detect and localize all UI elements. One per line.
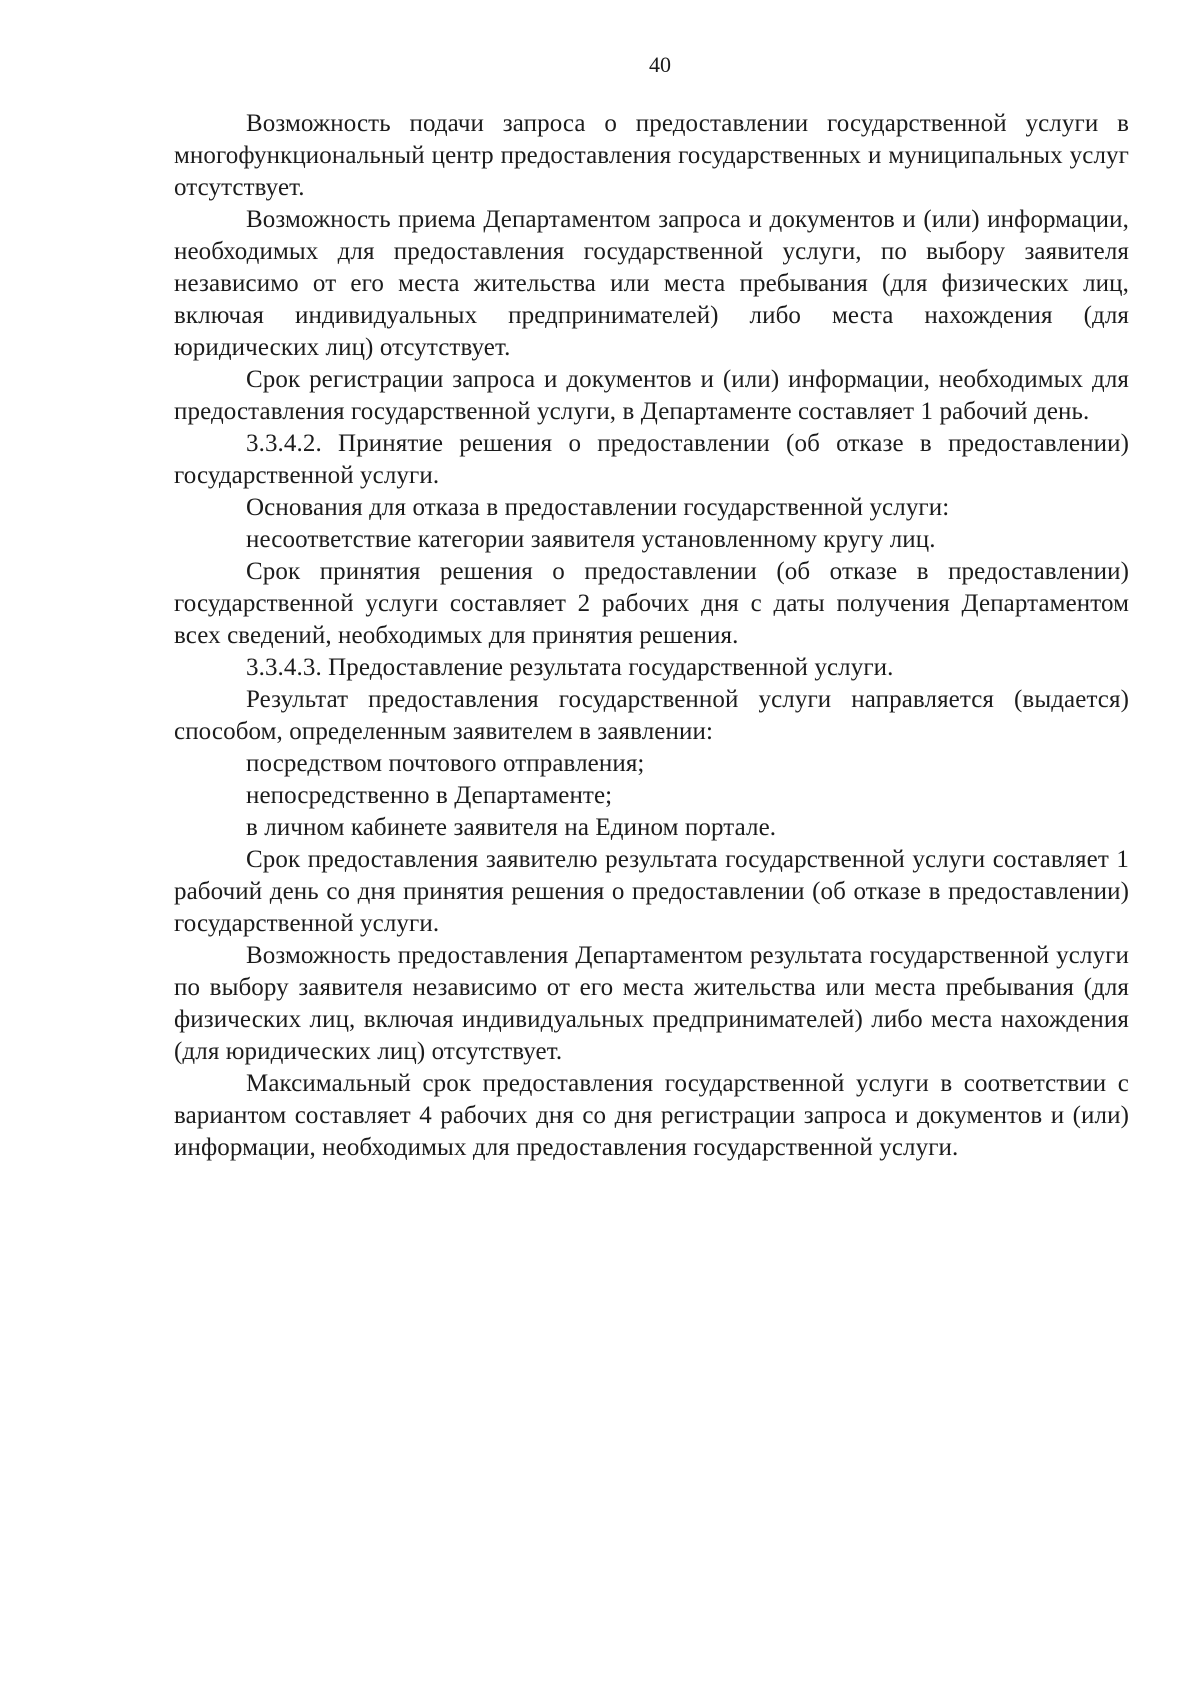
paragraph-refusal-grounds: Основания для отказа в предоставлении государственной услуги:: [246, 494, 950, 521]
page-number: 40: [649, 52, 671, 77]
section-heading-3-3-4-2: 3.3.4.2. Принятие решения о предоставлении (об отказе в предоставлении) государственной услуги.: [174, 430, 1129, 489]
paragraph-result-delivery: Результат предоставления государственной услуги направляется (выдается) способом, определенным заявителем в заявлении:: [174, 686, 1129, 745]
paragraph-decision-term: Срок принятия решения о предоставлении (об отказе в предоставлении) государственной услуги составляет 2 рабочих дня с даты получения Департаментом всех сведений, необходимых для принятия решения.: [174, 558, 1129, 649]
paragraph-result-term: Срок предоставления заявителю результата государственной услуги составляет 1 рабочий день со дня принятия решения о предоставлении (об отказе в предоставлении) государственной услуги.: [174, 846, 1129, 937]
paragraph-extraterritorial-result: Возможность предоставления Департаментом результата государственной услуги по выбору заявителя независимо от его места жительства или места пребывания (для физических лиц, включая индивидуальных предпринимателей) либо места нахождения (для юридических лиц) отсутствует.: [174, 942, 1129, 1065]
document-body: [174, 108, 1129, 1164]
list-item-department: непосредственно в Департаменте;: [246, 782, 613, 809]
paragraph-maximum-term: Максимальный срок предоставления государственной услуги в соответствии с вариантом составляет 4 рабочих дня со дня регистрации запроса и документов и (или) информации, необходимых для предоставления государственной услуги.: [174, 1070, 1129, 1161]
paragraph-mfc-submission: Возможность подачи запроса о предоставлении государственной услуги в многофункциональный центр предоставления государственных и муниципальных услуг отсутствует.: [174, 110, 1129, 201]
list-item-postal: посредством почтового отправления;: [246, 750, 645, 777]
list-item-portal: в личном кабинете заявителя на Едином портале.: [246, 814, 777, 841]
paragraph-extraterritorial-reception: Возможность приема Департаментом запроса и документов и (или) информации, необходимых для предоставления государственной услуги, по выбору заявителя независимо от его места жительства или места пребывания (для физических лиц, включая индивидуальных предпринимателей) либо места нахождения (для юридических лиц) отсутствует.: [174, 206, 1129, 361]
paragraph-registration-term: Срок регистрации запроса и документов и (или) информации, необходимых для предоставления государственной услуги, в Департаменте составляет 1 рабочий день.: [174, 366, 1129, 425]
paragraph-refusal-ground-item: несоответствие категории заявителя установленному кругу лиц.: [246, 526, 936, 553]
section-heading-3-3-4-3: 3.3.4.3. Предоставление результата государственной услуги.: [246, 654, 894, 681]
